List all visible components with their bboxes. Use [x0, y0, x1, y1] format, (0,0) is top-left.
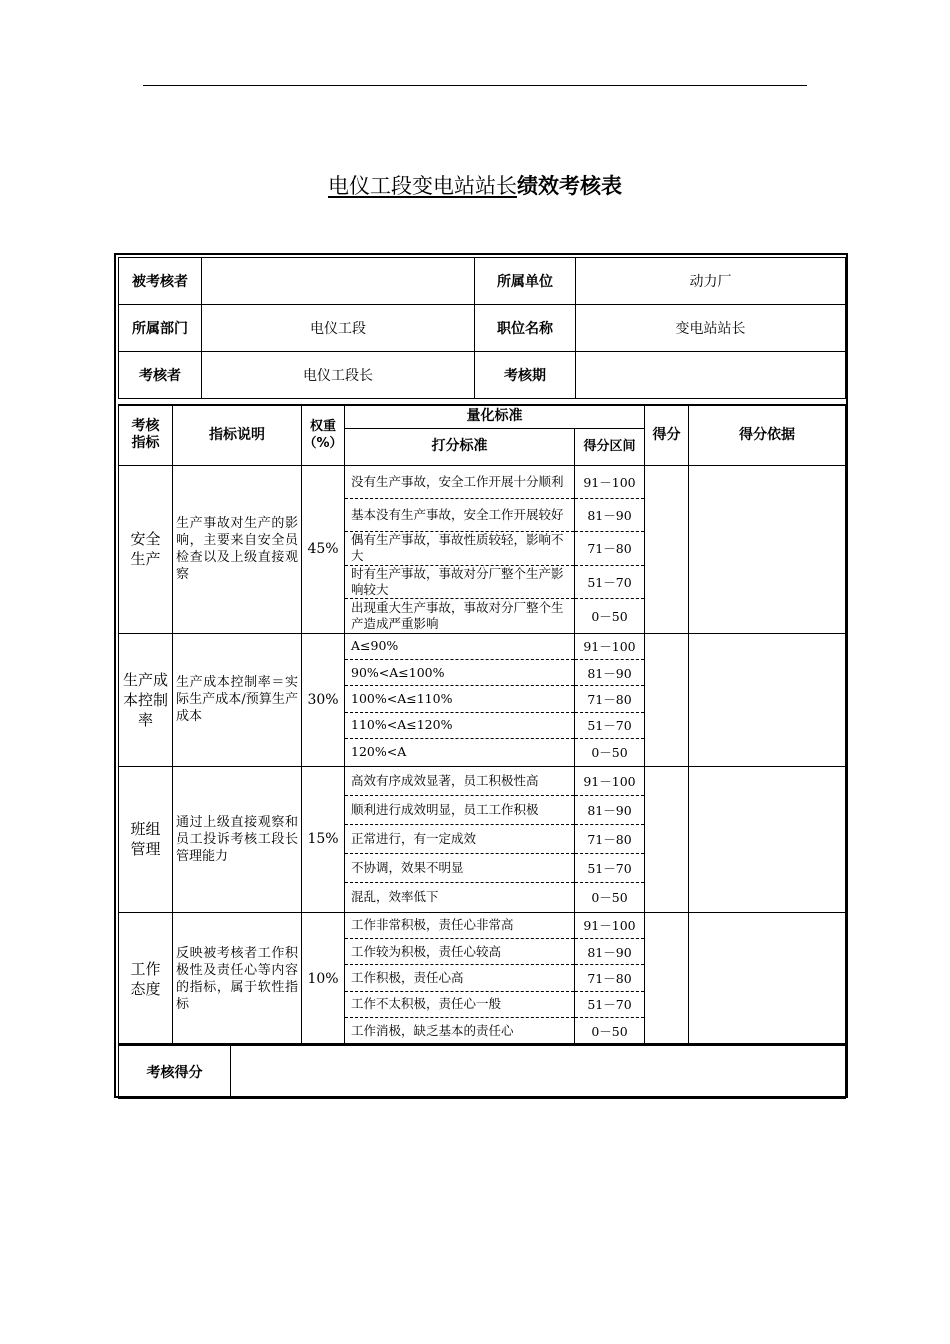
range-item: 81－90 [575, 939, 644, 965]
range-cell [575, 633, 645, 766]
range-cell [575, 912, 645, 1045]
criteria-item: 工作积极，责任心高 [345, 965, 574, 991]
title-bold: 绩效考核表 [517, 174, 622, 198]
range-item: 81－90 [575, 499, 644, 532]
criteria-item: 混乱，效率低下 [351, 889, 439, 904]
score-cell[interactable] [645, 912, 689, 1045]
header-score: 得分 [645, 405, 689, 465]
page-title [0, 172, 950, 200]
appraisee-label: 被考核者 [119, 258, 202, 305]
table-row [119, 912, 846, 1045]
indicator-cell: 工作 态度 [119, 912, 173, 1045]
criteria-item: 基本没有生产事故，安全工作开展较好 [345, 499, 574, 532]
criteria-cell [345, 912, 575, 1045]
score-cell[interactable] [645, 766, 689, 912]
weight-cell: 30% [302, 633, 345, 766]
header-range: 得分区间 [575, 428, 645, 465]
range-item: 91－100 [575, 466, 644, 499]
header-quant: 量化标准 [345, 405, 645, 428]
info-table [118, 257, 846, 399]
range-item: 71－80 [575, 825, 644, 854]
unit-value[interactable]: 动力厂 [576, 258, 846, 305]
table-row [119, 465, 846, 633]
criteria-item: 时有生产事故，事故对分厂整个生产影响较大 [345, 566, 574, 599]
total-score-value[interactable] [231, 1044, 846, 1099]
range-item: 91－100 [575, 767, 644, 796]
range-item: 0－50 [591, 745, 628, 761]
header-criteria: 打分标准 [345, 428, 575, 465]
range-cell [575, 465, 645, 633]
dept-label: 所属部门 [119, 305, 202, 352]
description-cell: 生产成本控制率＝实际生产成本/预算生产成本 [173, 633, 302, 766]
criteria-item: 高效有序成效显著，员工积极性高 [345, 767, 574, 796]
criteria-item: 不协调，效果不明显 [345, 854, 574, 883]
range-item: 71－80 [575, 965, 644, 991]
score-cell[interactable] [645, 633, 689, 766]
criteria-item: 90%<A≤100% [345, 660, 574, 686]
criteria-item: 顺利进行成效明显，员工工作积极 [345, 796, 574, 825]
header-indicator: 考核 指标 [119, 405, 173, 465]
appraisal-table [118, 404, 846, 1046]
appraiser-value[interactable]: 电仪工段长 [202, 352, 475, 399]
unit-label: 所属单位 [475, 258, 576, 305]
range-item: 51－70 [575, 992, 644, 1018]
description-cell: 生产事故对生产的影响，主要来自安全员检查以及上级直接观察 [173, 465, 302, 633]
appraisee-value[interactable] [202, 258, 475, 305]
range-item: 71－80 [575, 686, 644, 712]
basis-cell[interactable] [689, 766, 846, 912]
range-item: 0－50 [591, 608, 628, 624]
score-cell[interactable] [645, 465, 689, 633]
range-item: 51－70 [575, 854, 644, 883]
footer-table [118, 1043, 846, 1099]
indicator-cell: 生产成 本控制 率 [119, 633, 173, 766]
criteria-item: 工作非常积极，责任心非常高 [345, 913, 574, 939]
weight-cell: 10% [302, 912, 345, 1045]
range-item: 91－100 [575, 913, 644, 939]
description-cell: 反映被考核者工作积极性及责任心等内容的指标，属于软性指标 [173, 912, 302, 1045]
criteria-item: A≤90% [345, 634, 574, 660]
header-description: 指标说明 [173, 405, 302, 465]
criteria-item: 120%<A [351, 744, 407, 760]
criteria-item: 工作消极，缺乏基本的责任心 [351, 1023, 514, 1039]
position-value[interactable]: 变电站站长 [576, 305, 846, 352]
title-plain: 电仪工段变电站站长 [328, 174, 517, 198]
indicator-cell: 班组 管理 [119, 766, 173, 912]
table-row [119, 766, 846, 912]
criteria-cell [345, 633, 575, 766]
period-value[interactable] [576, 352, 846, 399]
criteria-item: 没有生产事故，安全工作开展十分顺利 [345, 466, 574, 499]
range-item: 81－90 [575, 660, 644, 686]
weight-cell: 45% [302, 465, 345, 633]
range-item: 51－70 [575, 566, 644, 599]
criteria-cell [345, 766, 575, 912]
range-item: 0－50 [591, 890, 628, 905]
indicator-cell: 安全 生产 [119, 465, 173, 633]
criteria-item: 出现重大生产事故，事故对分厂整个生产造成严重影响 [351, 599, 564, 631]
appraiser-label: 考核者 [119, 352, 202, 399]
dept-value[interactable]: 电仪工段 [202, 305, 475, 352]
criteria-item: 100%<A≤110% [345, 686, 574, 712]
position-label: 职位名称 [475, 305, 576, 352]
criteria-cell [345, 465, 575, 633]
criteria-item: 工作不太积极，责任心一般 [345, 992, 574, 1018]
range-item: 51－70 [575, 713, 644, 739]
criteria-item: 偶有生产事故，事故性质较轻，影响不大 [345, 532, 574, 565]
header-weight: 权重（%） [302, 405, 345, 465]
basis-cell[interactable] [689, 912, 846, 1045]
range-item: 81－90 [575, 796, 644, 825]
table-row [119, 633, 846, 766]
range-item: 0－50 [591, 1024, 628, 1040]
criteria-item: 正常进行，有一定成效 [345, 825, 574, 854]
range-item: 91－100 [575, 634, 644, 660]
header-rule [143, 85, 807, 86]
range-item: 71－80 [575, 532, 644, 565]
basis-cell[interactable] [689, 633, 846, 766]
weight-cell: 15% [302, 766, 345, 912]
basis-cell[interactable] [689, 465, 846, 633]
period-label: 考核期 [475, 352, 576, 399]
criteria-item: 110%<A≤120% [345, 713, 574, 739]
header-basis: 得分依据 [689, 405, 846, 465]
criteria-item: 工作较为积极，责任心较高 [345, 939, 574, 965]
total-score-label: 考核得分 [119, 1044, 231, 1099]
range-cell [575, 766, 645, 912]
description-cell: 通过上级直接观察和员工投诉考核工段长管理能力 [173, 766, 302, 912]
